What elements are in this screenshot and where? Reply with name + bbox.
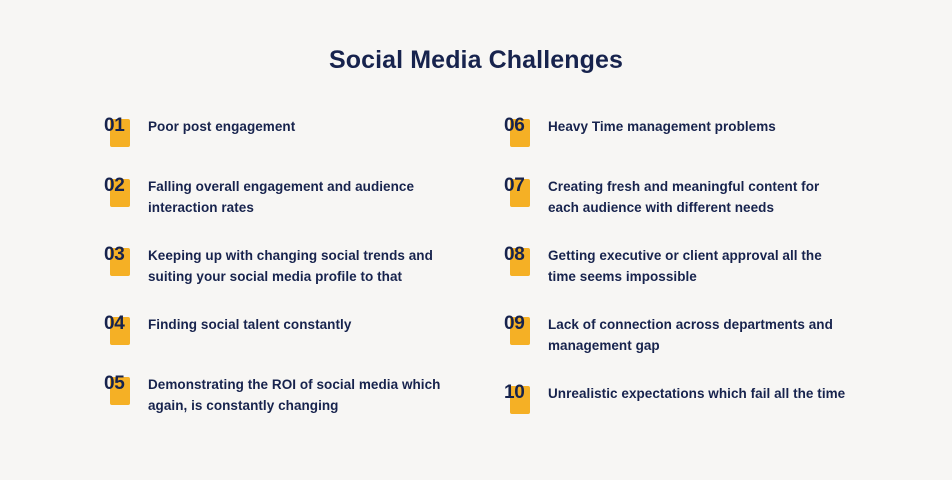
item-number: 05	[104, 373, 125, 394]
item-label: Poor post engagement	[148, 119, 296, 134]
item-label: Falling overall engagement and audience interaction rates	[148, 179, 415, 215]
item-number: 09	[504, 313, 525, 334]
item-number-marker	[104, 373, 148, 407]
list-item	[104, 244, 476, 287]
page-title: Social Media Challenges	[328, 46, 624, 74]
item-number: 01	[104, 115, 125, 136]
challenges-column-left	[0, 115, 476, 442]
list-item	[504, 382, 952, 416]
item-number: 08	[504, 244, 525, 265]
item-number-marker	[104, 244, 148, 278]
item-label: Getting executive or client approval all the time seems impossible	[548, 248, 822, 284]
item-label: Demonstrating the ROI of social media which again, is constantly changing	[148, 377, 441, 413]
list-item	[504, 244, 952, 287]
challenges-columns	[0, 75, 952, 442]
list-item	[504, 313, 952, 356]
item-number-marker	[104, 175, 148, 209]
list-item	[104, 373, 476, 416]
list-item	[104, 175, 476, 218]
item-number-marker	[104, 115, 148, 149]
item-label: Finding social talent constantly	[148, 317, 352, 332]
item-number-marker	[504, 382, 548, 416]
list-item	[104, 115, 476, 149]
item-label: Heavy Time management problems	[548, 119, 776, 134]
item-label: Lack of connection across departments and management gap	[548, 317, 833, 353]
item-number: 04	[104, 313, 125, 334]
item-number: 10	[504, 382, 525, 403]
item-label: Keeping up with changing social trends and suiting your social media profile to that	[148, 248, 433, 284]
item-number-marker	[504, 115, 548, 149]
item-label: Creating fresh and meaningful content for each audience with different needs	[548, 179, 820, 215]
item-number: 02	[104, 175, 125, 196]
item-number-marker	[504, 313, 548, 347]
item-number: 03	[104, 244, 125, 265]
item-number-marker	[104, 313, 148, 347]
list-item	[504, 175, 952, 218]
list-item	[504, 115, 952, 149]
item-number: 07	[504, 175, 525, 196]
list-item	[104, 313, 476, 347]
item-number: 06	[504, 115, 525, 136]
item-number-marker	[504, 244, 548, 278]
challenges-column-right	[476, 115, 952, 442]
item-number-marker	[504, 175, 548, 209]
item-label: Unrealistic expectations which fail all the time	[548, 386, 846, 401]
